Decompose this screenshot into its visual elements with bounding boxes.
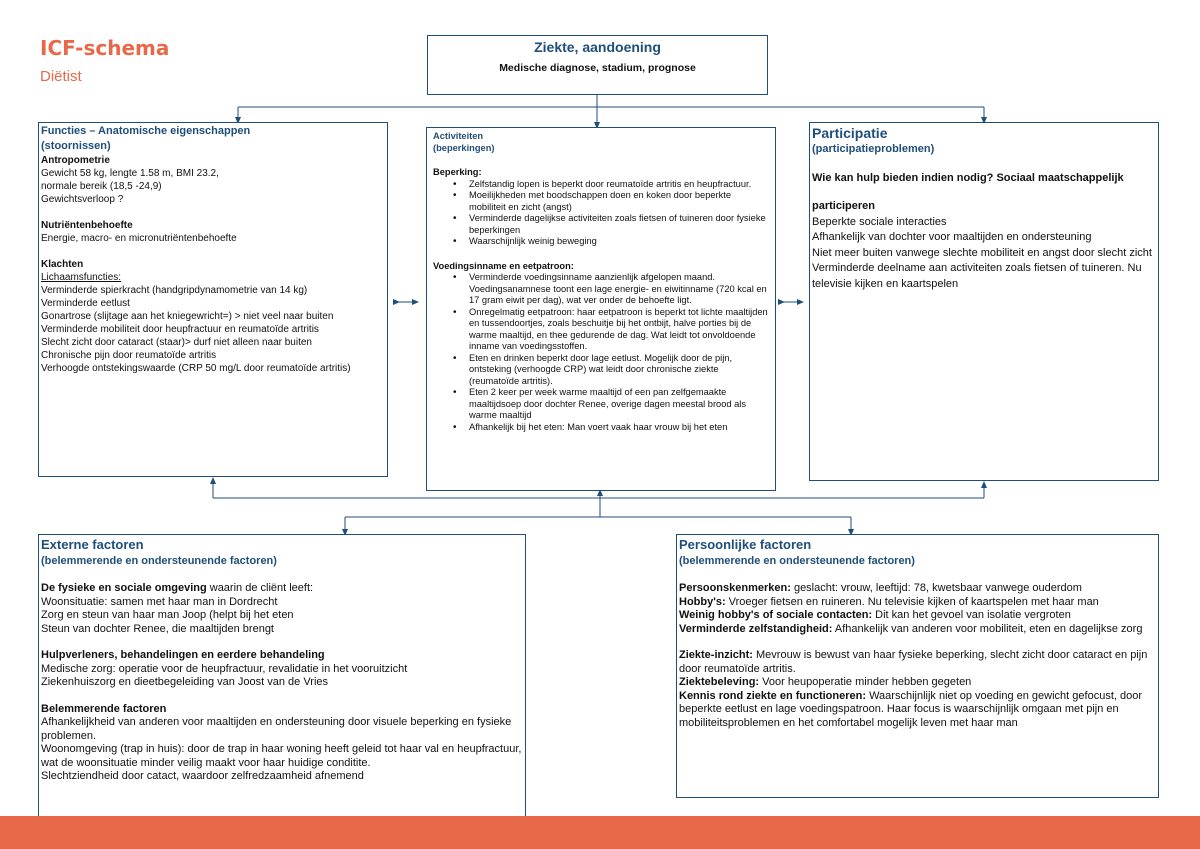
persoon-row-text: Mevrouw is bewust van haar fysieke beperking, slecht zicht door cataract en pijn door reumatoïde artritis.: [679, 649, 1148, 675]
list-item: • Eten en drinken beperkt door lage eetlust. Mogelijk door de pijn, ontsteking (verhoogde CRP) wat leidt door chronische ziekte (reumatoïde artritis).: [469, 353, 769, 388]
klacht-item: Gonartrose (slijtage aan het kniegewricht=) > niet veel naar buiten: [41, 311, 334, 322]
belem-item: Woonomgeving (trap in huis): door de trap in haar woning heeft geleid tot haar val en heupfractuur, wat de woonsituatie minder veilig maakt voor haar huidige conditite.: [41, 743, 522, 769]
persoon-row: [679, 690, 1156, 731]
persoon-row: [679, 582, 1156, 596]
activiteiten-subtitle: (beperkingen): [433, 142, 495, 153]
persoon-subtitle: (belemmerende en ondersteunende factoren): [679, 555, 915, 567]
participatie-item: Niet meer buiten vanwege slechte mobiliteit en angst door slecht zicht: [812, 246, 1152, 259]
nutrienten-text: Energie, macro- en micronutriëntenbehoefte: [41, 233, 237, 244]
persoon-row-text: Waarschijnlijk niet op voeding en gewicht gefocust, door beperkte eetlust en lage voedingspatroon. Haar focus is waarschijnlijk omgaan met pijn en mobiliteitsproblemen en het comfortabel mogelijk leven met haar man: [679, 689, 1142, 729]
persoon-row-label: Ziektebeleving:: [679, 676, 760, 688]
nutrienten-heading: Nutriëntenbehoefte: [41, 220, 133, 231]
persoon-row: [679, 596, 1156, 610]
omgeving-bold: De fysieke en sociale omgeving: [41, 582, 207, 594]
functies-title: Functies – Anatomische eigenschappen: [41, 125, 251, 137]
persoon-row: [679, 676, 1156, 690]
antropometrie-line: normale bereik (18,5 -24,9): [41, 181, 162, 192]
persoon-row-label: Persoonskenmerken:: [679, 582, 791, 594]
persoon-row: [679, 649, 1156, 676]
list-item: • Waarschijnlijk weinig beweging: [469, 236, 769, 248]
antropometrie-line: Gewichtsverloop ?: [41, 194, 124, 205]
activiteiten-box: [426, 127, 776, 491]
list-item: • Moeilijkheden met boodschappen doen en koken door beperkte mobiliteit en zicht (angst): [469, 190, 769, 213]
extern-subtitle: (belemmerende en ondersteunende factoren): [41, 555, 277, 567]
omgeving-item: Steun van dochter Renee, die maaltijden brengt: [41, 622, 274, 635]
participatie-title: Participatie: [812, 125, 888, 141]
activiteiten-title: Activiteiten: [433, 131, 484, 141]
omgeving-item: Zorg en steun van haar man Joop (helpt bij het eten: [41, 609, 294, 621]
participatie-item: Afhankelijk van dochter voor maaltijden en ondersteuning: [812, 231, 1092, 243]
participatie-item: Verminderde deelname aan activiteiten zoals fietsen of tuineren. Nu televisie kijken en kaartspelen: [812, 262, 1142, 290]
persoon-row-label: Weinig hobby's of sociale contacten:: [679, 609, 873, 621]
ziekte-title: Ziekte, aandoening: [534, 39, 661, 55]
externe-factoren-box: [38, 534, 526, 826]
belem-item: Slechtziendheid door catact, waardoor zelfredzaamheid afnemend: [41, 770, 364, 782]
klacht-item: Verminderde eetlust: [41, 298, 130, 309]
ziekte-box: [427, 35, 768, 95]
footer-band: [0, 816, 1200, 849]
ziekte-subtitle: Medische diagnose, stadium, prognose: [499, 62, 696, 74]
persoon-row: [679, 623, 1156, 637]
hulp-heading: Hulpverleners, behandelingen en eerdere behandeling: [41, 649, 325, 661]
persoon-row-label: Hobby's:: [679, 595, 726, 608]
page-subtitle: Diëtist: [40, 68, 82, 85]
extern-title: Externe factoren: [41, 537, 144, 552]
klacht-item: Verhoogde ontstekingswaarde (CRP 50 mg/L door reumatoïde artritis): [41, 363, 351, 374]
antropometrie-heading: Antropometrie: [41, 155, 110, 166]
omgeving-item: Woonsituatie: samen met haar man in Dordrecht: [41, 595, 278, 608]
omgeving-heading: [41, 582, 523, 596]
participatie-question: Wie kan hulp bieden indien nodig? Sociaal maatschappelijk: [812, 171, 1124, 184]
hulp-item: Ziekenhuiszorg en dieetbegeleiding van Joost van de Vries: [41, 676, 328, 688]
list-item: • Onregelmatig eetpatroon: haar eetpatroon is beperkt tot lichte maaltijden en tussendoortjes, zoals beschuitje bij het ontbijt, halve porties bij de warme maaltijd, en thee gedurende de dag. Wat leidt tot onvoldoende inname van voedingsstoffen.: [469, 307, 769, 353]
omgeving-rest: waarin de cliënt leeft:: [206, 582, 314, 594]
persoon-row-text: Dit kan het gevoel van isolatie vergroten: [872, 609, 1071, 621]
hulp-item: Medische zorg: operatie voor de heupfractuur, revalidatie in het vooruitzicht: [41, 662, 408, 675]
list-item: • Eten 2 keer per week warme maaltijd of een pan zelfgemaakte maaltijdsoep door dochter Renee, overige dagen meestal brood als warme maaltijd: [469, 387, 769, 422]
voeding-list: [433, 272, 769, 433]
persoon-title: Persoonlijke factoren: [679, 537, 812, 552]
participatie-subtitle: (participatieproblemen): [812, 143, 935, 155]
persoon-row-label: Kennis rond ziekte en functioneren:: [679, 689, 867, 702]
klacht-item: Chronische pijn door reumatoïde artritis: [41, 350, 217, 361]
list-item: • Verminderde dagelijkse activiteiten zoals fietsen of tuineren door fysieke beperkingen: [469, 213, 769, 236]
beperking-list: [433, 179, 769, 248]
persoon-row-text: geslacht: vrouw, leeftijd: 78, kwetsbaar vanwege ouderdom: [790, 582, 1082, 594]
voeding-heading: Voedingsinname en eetpatroon:: [433, 260, 574, 271]
klachten-heading: Klachten: [41, 259, 84, 270]
klacht-item: Verminderde spierkracht (handgripdynamometrie van 14 kg): [41, 285, 308, 296]
persoon-row-text: Vroeger fietsen en ruineren. Nu televisie kijken of kaartspelen met haar man: [725, 595, 1099, 608]
participatie-box: [809, 122, 1159, 481]
persoon-row: [679, 609, 1156, 623]
persoon-row-text: Afhankelijk van anderen voor mobiliteit, eten en dagelijkse zorg: [832, 622, 1143, 635]
lichaamsfuncties-heading: Lichaamsfuncties:: [41, 272, 122, 283]
persoon-row-text: Voor heupoperatie minder hebben gegeten: [759, 676, 972, 688]
functies-subtitle: (stoornissen): [41, 140, 111, 152]
belem-heading: Belemmerende factoren: [41, 702, 167, 715]
functies-box: [38, 122, 388, 477]
persoon-row-label: Verminderde zelfstandigheid:: [679, 622, 833, 635]
list-item: • Afhankelijk bij het eten: Man voert vaak haar vrouw bij het eten: [469, 422, 769, 434]
belem-item: Afhankelijkheid van anderen voor maaltijden en ondersteuning door visuele beperking en fysieke problemen.: [41, 716, 512, 742]
beperking-heading: Beperking:: [433, 167, 482, 177]
persoonlijke-factoren-box: [676, 534, 1159, 798]
antropometrie-line: Gewicht 58 kg, lengte 1.58 m, BMI 23.2,: [41, 168, 219, 179]
participatie-item: Beperkte sociale interacties: [812, 215, 947, 228]
page-title: ICF-schema: [40, 36, 170, 60]
persoon-row-label: Ziekte-inzicht:: [679, 649, 753, 661]
list-item: • Zelfstandig lopen is beperkt door reumatoïde artritis en heupfractuur.: [469, 179, 769, 191]
klacht-item: Slecht zicht door cataract (staar)> durf niet alleen naar buiten: [41, 337, 312, 348]
klacht-item: Verminderde mobiliteit door heupfractuur en reumatoïde artritis: [41, 324, 319, 335]
list-item: • Verminderde voedingsinname aanzienlijk afgelopen maand. Voedingsanamnese toont een lage energie- en eiwitinname (720 kcal en 17 gram eiwit per dag), wat ver onder de behoefte ligt.: [469, 272, 769, 307]
participatie-question-cont: participeren: [812, 200, 875, 212]
